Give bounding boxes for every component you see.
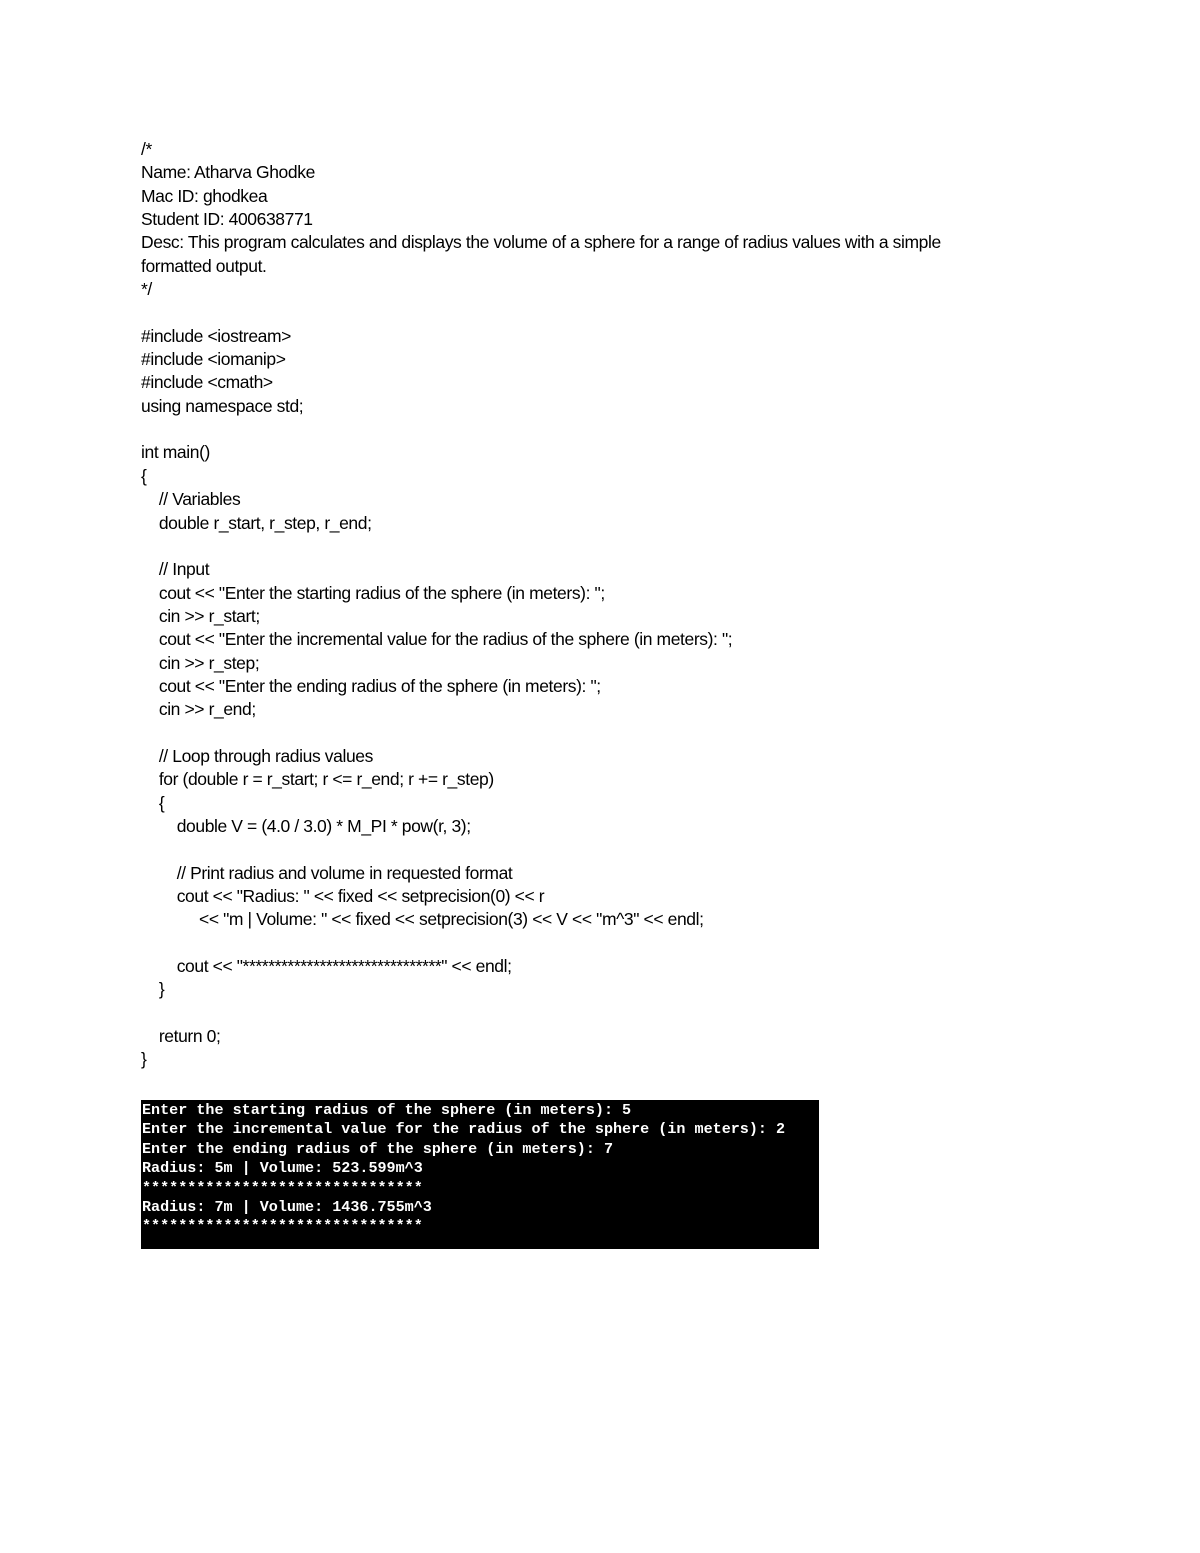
console-line: Enter the incremental value for the radius of the sphere (in meters): 2	[142, 1120, 786, 1139]
code-line: Name: Atharva Ghodke	[141, 162, 315, 183]
code-line: }	[141, 1049, 147, 1070]
code-line	[141, 1002, 1041, 1025]
code-line: << "m | Volume: " << fixed << setprecision(3) << V << "m^3" << endl;	[141, 909, 704, 930]
code-line: for (double r = r_start; r <= r_end; r += r_step)	[141, 769, 494, 790]
code-line: // Loop through radius values	[141, 745, 373, 766]
console-line: Enter the starting radius of the sphere (in meters): 5	[142, 1101, 632, 1119]
code-line: cin >> r_start;	[141, 605, 260, 626]
code-line	[141, 722, 1041, 745]
code-line: cout << "Enter the starting radius of the sphere (in meters): ";	[141, 582, 605, 603]
console-line: *******************************	[142, 1178, 423, 1197]
code-line: cout << "Radius: " << fixed << setprecision(0) << r	[141, 886, 545, 906]
code-line: // Variables	[141, 489, 241, 510]
code-line: cin >> r_end;	[141, 699, 256, 720]
code-line	[141, 301, 1041, 324]
console-output-screenshot	[141, 1100, 819, 1249]
code-line: cin >> r_step;	[141, 652, 260, 673]
code-line: // Input	[141, 559, 210, 580]
code-line: {	[141, 792, 165, 813]
code-line: #include <iostream>	[141, 325, 291, 346]
code-line: cout << "Enter the ending radius of the sphere (in meters): ";	[141, 675, 601, 696]
source-code-block	[141, 138, 1041, 1072]
code-line: return 0;	[141, 1026, 221, 1047]
code-line: #include <iomanip>	[141, 349, 286, 370]
code-line: double V = (4.0 / 3.0) * M_PI * pow(r, 3);	[141, 815, 471, 836]
code-line: cout << "*******************************" << endl;	[141, 956, 512, 977]
code-line: formatted output.	[141, 255, 267, 276]
code-line	[141, 838, 1041, 861]
console-line: Radius: 7m | Volume: 1436.755m^3	[142, 1197, 432, 1216]
code-line: int main()	[141, 442, 210, 463]
code-line: */	[141, 279, 152, 300]
code-line: Mac ID: ghodkea	[141, 185, 268, 206]
code-line: using namespace std;	[141, 395, 304, 416]
code-line: double r_start, r_step, r_end;	[141, 512, 372, 533]
code-line: #include <cmath>	[141, 372, 273, 393]
code-line: Desc: This program calculates and displays the volume of a sphere for a range of radius values with a simple	[141, 232, 941, 253]
code-line: {	[141, 465, 147, 486]
code-line: /*	[141, 139, 152, 159]
code-line: // Print radius and volume in requested format	[141, 862, 513, 883]
code-line	[141, 932, 1041, 955]
code-line: cout << "Enter the incremental value for the radius of the sphere (in meters): ";	[141, 629, 733, 650]
code-line	[141, 535, 1041, 558]
console-line: Enter the ending radius of the sphere (in meters): 7	[142, 1139, 614, 1158]
code-line: }	[141, 979, 165, 1000]
console-line: *******************************	[142, 1217, 423, 1236]
console-line: Radius: 5m | Volume: 523.599m^3	[142, 1159, 423, 1178]
code-line: Student ID: 400638771	[141, 209, 313, 230]
code-line	[141, 418, 1041, 441]
